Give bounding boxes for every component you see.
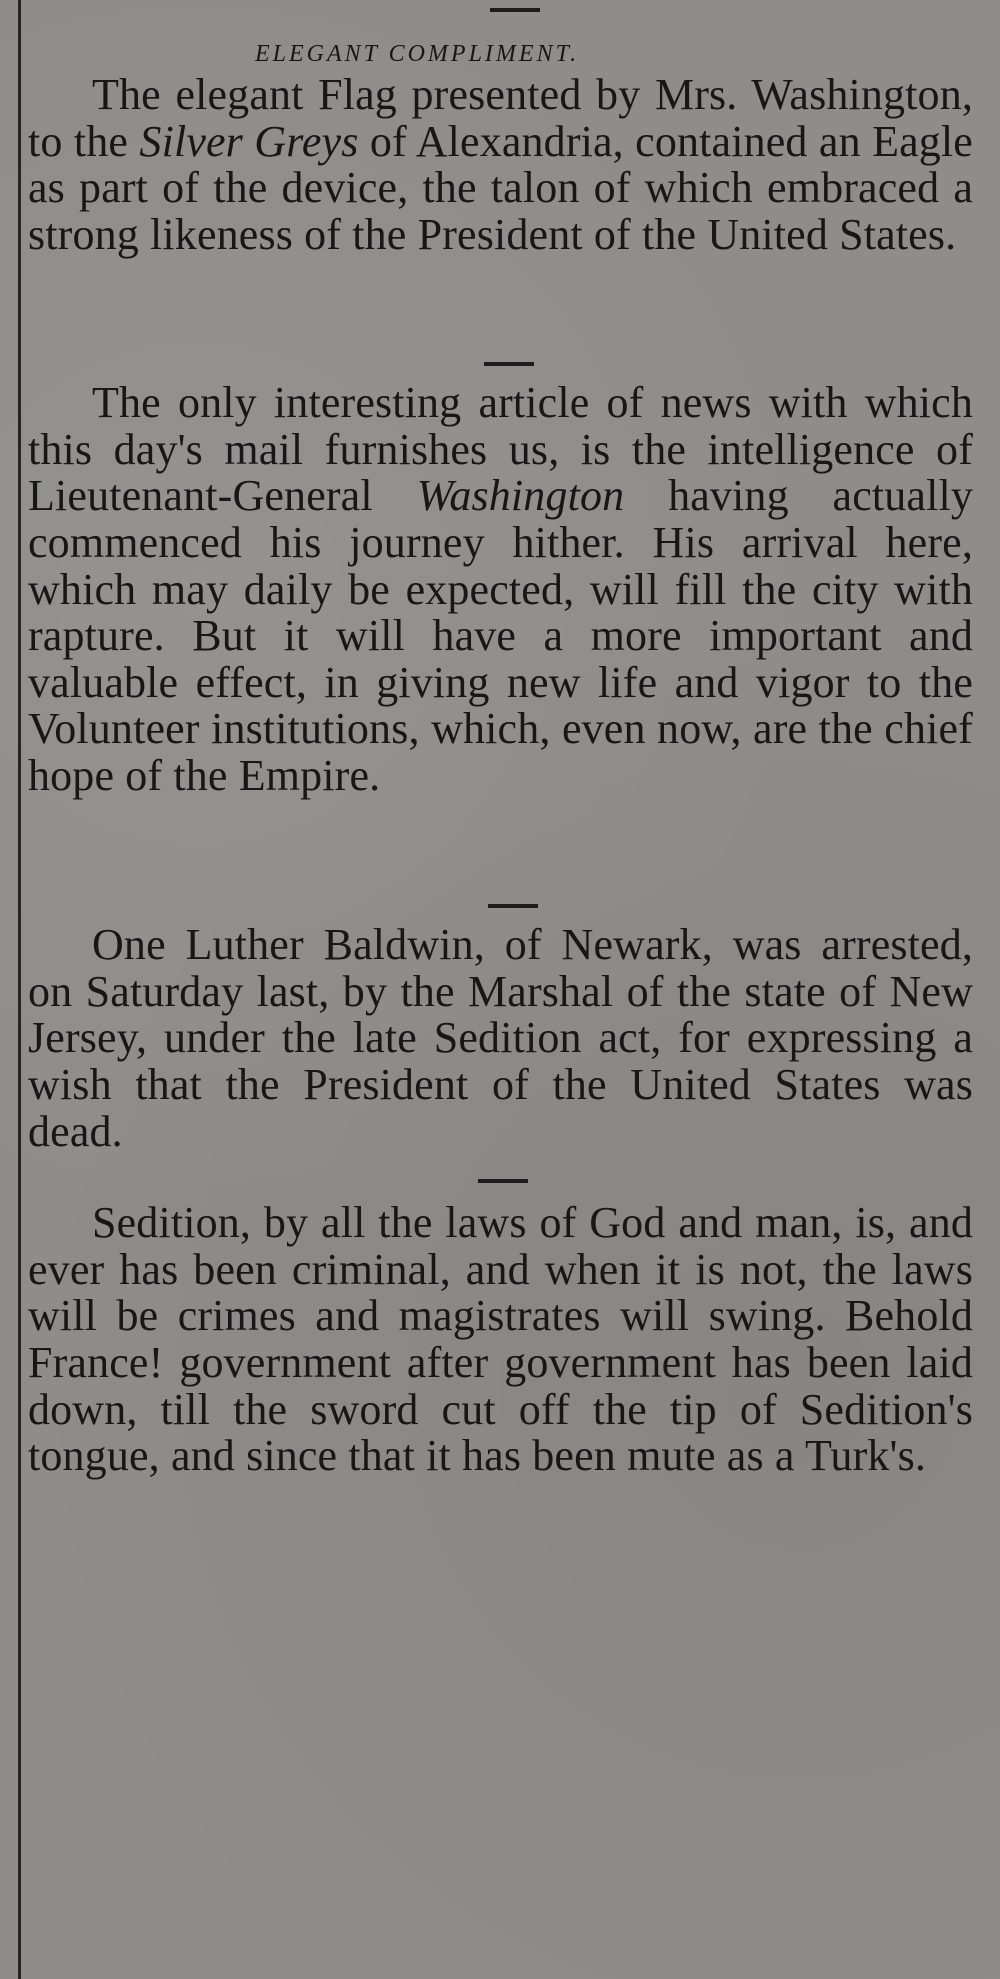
top-rule	[490, 8, 540, 12]
headline: ELEGANT COMPLIMENT.	[255, 41, 580, 67]
article-baldwin	[28, 922, 973, 1155]
article-news-emphasis: Washington	[416, 471, 625, 521]
article-sedition	[28, 1200, 973, 1480]
article-flag-text-1: The elegant Flag presented by Mrs. Washington, to the	[28, 70, 973, 166]
article-news	[28, 380, 973, 800]
column-rule	[18, 0, 21, 1979]
article-flag-emphasis: Silver Greys	[139, 116, 359, 166]
divider-2	[488, 904, 538, 908]
article-sedition-text: Sedition, by all the laws of God and man, is, and ever has been criminal, and when it is not, the laws will be crimes and magistrates will swing. Behold France! government after government has been laid down, till the sword cut off the tip of Sedition's tongue, and since that it has been mute as a Turk's.	[28, 1198, 973, 1481]
article-flag	[28, 72, 973, 259]
divider-1	[484, 362, 534, 366]
article-baldwin-text: One Luther Baldwin, of Newark, was arrested, on Saturday last, by the Marshal of the state of New Jersey, under the late Sedition act, for expressing a wish that the President of the United States was dead.	[28, 920, 973, 1156]
divider-3	[478, 1179, 528, 1183]
article-news-text-2: having actually commenced his journey hither. His arrival here, which may daily be expected, will fill the city with rapture. But it will have a more important and valuable effect, in giving new life and vigor to the Volunteer institutions, which, even now, are the chief hope of the Empire.	[28, 471, 973, 800]
article-flag-text-2: of Alexandria, contained an Eagle as part of the device, the talon of which embraced a strong likeness of the President of the United States.	[28, 116, 973, 259]
article-news-text-1: The only interesting article of news with which this day's mail furnishes us, is the intelligence of Lieutenant-General	[28, 378, 973, 521]
